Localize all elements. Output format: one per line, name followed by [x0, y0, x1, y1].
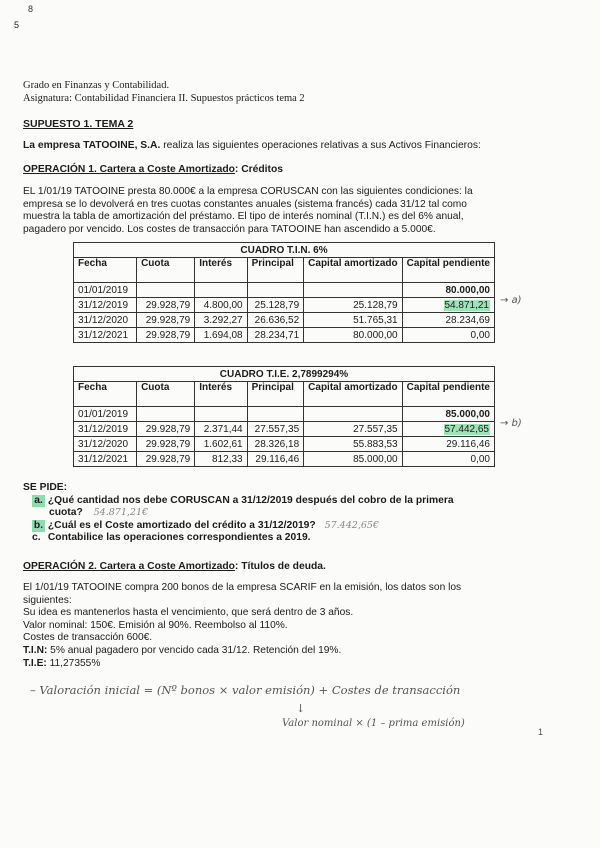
questions-heading: SE PIDE:	[23, 482, 68, 493]
cell: 31/12/2019	[74, 298, 137, 313]
corner-mark-2: 5	[14, 20, 20, 30]
table-row	[74, 437, 495, 452]
cell: 31/12/2021	[74, 328, 137, 343]
amortization-table-tin	[73, 242, 495, 343]
cell: 29.928,79	[137, 437, 195, 452]
question-c-text: Contabilice las operaciones correspondientes a 2019.	[47, 532, 311, 544]
cell: 85.000,00	[304, 452, 402, 467]
op2-heading-rest: : Títulos de deuda.	[234, 561, 326, 572]
subject-line: Asignatura: Contabilidad Financiera II. Supuestos prácticos tema 2	[23, 93, 305, 104]
table2-header: Interés	[195, 382, 247, 407]
table2-header: Capital pendiente	[402, 382, 494, 407]
table-row	[74, 328, 495, 343]
table1-header: Fecha	[74, 258, 137, 283]
op1-heading	[23, 164, 283, 175]
cell: 27.557,35	[247, 422, 304, 437]
handwritten-note-a: → a)	[500, 295, 522, 306]
cell	[304, 283, 402, 298]
cell: 0,00	[402, 328, 494, 343]
op1-line: pagadero por vencido. Los costes de transacción para TATOOINE han ascendido a 5.000€.	[23, 223, 436, 235]
table-row	[74, 452, 495, 467]
table2-header: Cuota	[137, 382, 195, 407]
corner-mark: 8	[28, 4, 34, 14]
cell: 28.234,69	[402, 313, 494, 328]
cell	[247, 407, 304, 422]
handwritten-nominal-line: Valor nominal × (1 – prima emisión)	[282, 718, 465, 729]
op2-tin-label: T.I.N:	[23, 644, 48, 656]
handwritten-arrow: ↓	[296, 702, 306, 715]
op2-heading-bold: OPERACIÓN 2. Cartera a Coste Amortizado	[23, 561, 235, 572]
cell	[247, 283, 304, 298]
question-a-marker: a.	[32, 495, 45, 507]
cell	[195, 407, 247, 422]
cell: 29.928,79	[137, 452, 195, 467]
cell: 28.326,18	[247, 437, 304, 452]
table1-header: Capital amortizado	[304, 258, 402, 283]
cell	[195, 283, 247, 298]
course-line: Grado en Finanzas y Contabilidad.	[23, 80, 170, 91]
cell: 55.883,53	[304, 437, 402, 452]
cell: 25.128,79	[304, 298, 402, 313]
table2-header: Capital amortizado	[304, 382, 402, 407]
cell: 27.557,35	[304, 422, 402, 437]
intro-paragraph	[23, 140, 583, 153]
table-row	[74, 283, 495, 298]
table2-header: Fecha	[74, 382, 137, 407]
cell-highlighted	[402, 298, 494, 313]
cell: 80.000,00	[402, 283, 494, 298]
question-a-text2: cuota?	[49, 507, 83, 519]
cell: 3.292,27	[195, 313, 247, 328]
cell: 85.000,00	[402, 407, 494, 422]
page-mark: 1	[538, 727, 544, 737]
cell: 29.116,46	[402, 437, 494, 452]
highlight: 57.442,65	[444, 423, 489, 435]
table-row	[74, 313, 495, 328]
intro-text: realiza las siguientes operaciones relativas a sus Activos Financieros:	[160, 140, 481, 151]
table1-header: Capital pendiente	[402, 258, 494, 283]
op2-line	[23, 645, 583, 658]
cell: 01/01/2019	[74, 283, 137, 298]
op1-heading-bold: OPERACIÓN 1. Cartera a Coste Amortizado	[23, 164, 235, 175]
cell: 28.234,71	[247, 328, 304, 343]
question-a	[32, 495, 572, 507]
op1-heading-rest: : Créditos	[234, 164, 283, 175]
amortization-table-tie	[73, 366, 495, 467]
table-row	[74, 407, 495, 422]
cell: 31/12/2020	[74, 313, 137, 328]
question-c	[32, 532, 572, 544]
cell: 4.800,00	[195, 298, 247, 313]
cell: 01/01/2019	[74, 407, 137, 422]
cell: 29.928,79	[137, 298, 195, 313]
cell	[304, 407, 402, 422]
table1-header: Interés	[195, 258, 247, 283]
cell: 0,00	[402, 452, 494, 467]
cell: 2.371,44	[195, 422, 247, 437]
op1-line: empresa se lo devolverá en tres cuotas constantes anuales (sistema francés) cada 31/12 tal como	[23, 198, 467, 210]
table1-caption: CUADRO T.I.N. 6%	[74, 243, 495, 258]
questions-list	[32, 495, 572, 545]
op2-tin-value: 5% anual pagadero por vencido cada 31/12. Retención del 19%.	[47, 644, 342, 656]
cell: 29.116,46	[247, 452, 304, 467]
op2-line: Costes de transacción 600€.	[23, 632, 153, 644]
question-a-cont	[32, 507, 572, 519]
page-title: SUPUESTO 1. TEMA 2	[23, 118, 134, 130]
question-b-text: ¿Cuál es el Coste amortizado del crédito a 31/12/2019?	[47, 519, 316, 531]
table2-caption: CUADRO T.I.E. 2,7899294%	[74, 367, 495, 382]
cell: 1.602,61	[195, 437, 247, 452]
question-b-answer: 57.442,65€	[324, 519, 379, 531]
op2-tie-label: T.I.E:	[23, 657, 47, 669]
cell: 29.928,79	[137, 328, 195, 343]
question-a-text: ¿Qué cantidad nos debe CORUSCAN a 31/12/2019 después del cobro de la primera	[47, 495, 454, 506]
handwritten-note-b: → b)	[500, 418, 522, 429]
question-a-answer: 54.871,21€	[93, 507, 149, 519]
op2-line: Valor nominal: 150€. Emisión al 90%. Reembolso al 110%.	[23, 619, 288, 631]
cell: 80.000,00	[304, 328, 402, 343]
table-row	[74, 422, 495, 437]
op2-line: siguientes:	[23, 594, 72, 606]
cell: 31/12/2021	[74, 452, 137, 467]
op2-tie-value: 11,27355%	[46, 657, 101, 669]
highlight: 54.871,21	[444, 299, 489, 311]
cell: 31/12/2020	[74, 437, 137, 452]
table1-header: Principal	[247, 258, 304, 283]
table-row	[74, 298, 495, 313]
op2-line: El 1/01/19 TATOOINE compra 200 bonos de la empresa SCARIF en la emisión, los datos son los	[23, 582, 462, 593]
cell: 25.128,79	[247, 298, 304, 313]
question-b	[32, 520, 572, 532]
cell: 1.694,08	[195, 328, 247, 343]
question-b-marker: b.	[33, 519, 44, 531]
op2-heading	[23, 561, 326, 572]
cell: 26.636,52	[247, 313, 304, 328]
cell	[137, 283, 195, 298]
cell-highlighted	[402, 422, 494, 437]
cell: 812,33	[195, 452, 247, 467]
cell: 51.765,31	[304, 313, 402, 328]
cell: 29.928,79	[137, 422, 195, 437]
op2-paragraph	[23, 582, 583, 670]
intro-bold: La empresa TATOOINE, S.A.	[23, 140, 161, 151]
op2-line	[23, 658, 583, 671]
op1-paragraph	[23, 186, 583, 236]
cell: 31/12/2019	[74, 422, 137, 437]
question-c-marker: c.	[32, 532, 41, 544]
cell	[137, 407, 195, 422]
op2-line: Su idea es mantenerlos hasta el vencimiento, que será dentro de 3 años.	[23, 607, 354, 619]
op1-line: muestra la tabla de amortización del préstamo. El tipo de interés nominal (T.I.N.) es del 6% anual,	[23, 211, 464, 223]
table1-header: Cuota	[137, 258, 195, 283]
op1-line: EL 1/01/19 TATOOINE presta 80.000€ a la empresa CORUSCAN con las siguientes condiciones: la	[23, 186, 473, 197]
handwritten-valuation-line: – Valoración inicial = (Nº bonos × valor emisión) + Costes de transacción	[30, 683, 461, 697]
table2-header: Principal	[247, 382, 304, 407]
cell: 29.928,79	[137, 313, 195, 328]
